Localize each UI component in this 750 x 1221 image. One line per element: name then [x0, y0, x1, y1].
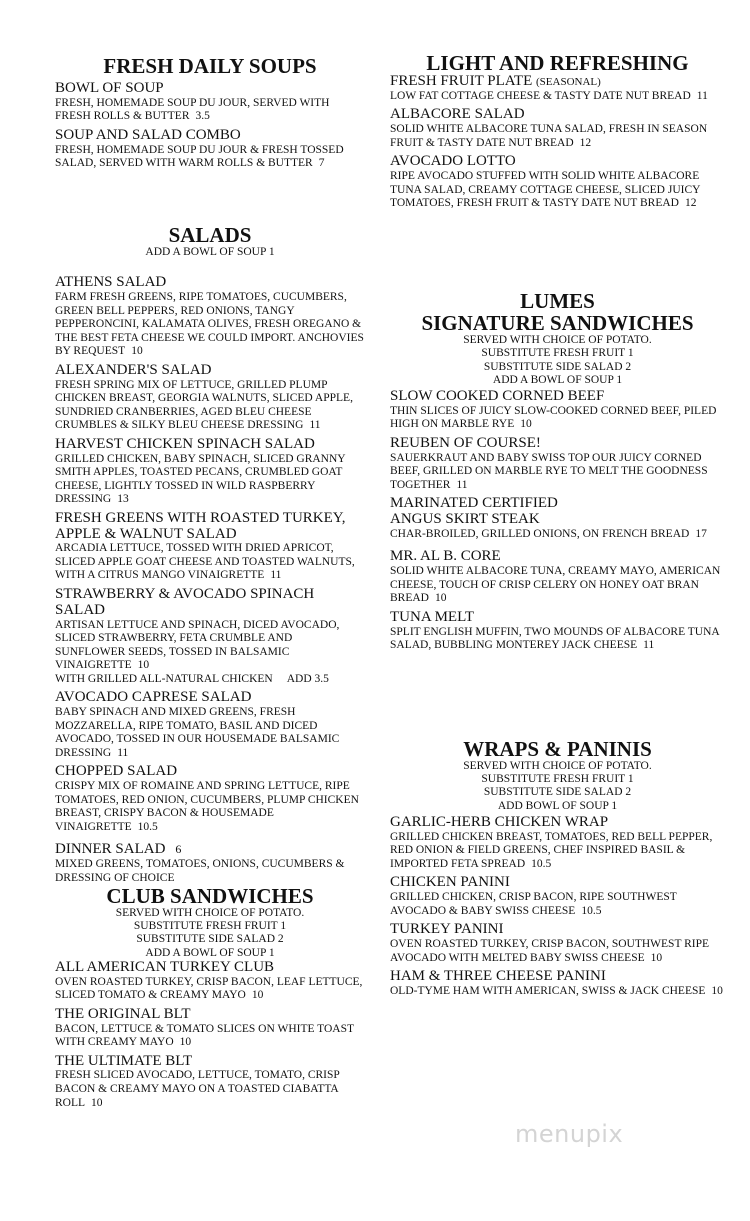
item-desc: FRESH, HOMEMADE SOUP DU JOUR & FRESH TOSSED SALAD, SERVED WITH WARM ROLLS & BUTTER 7 [55, 143, 344, 170]
item-extra-price: ADD 3.5 [286, 672, 329, 685]
item-desc: FRESH SLICED AVOCADO, LETTUCE, TOMATO, CRISP BACON & CREAMY MAYO ON A TOASTED CIABATTA ROLL 10 [55, 1069, 340, 1109]
item-price: 3.5 [195, 110, 210, 123]
club-subtitle-1: SUBSTITUTE FRESH FRUIT 1 [133, 920, 287, 933]
item-name: ATHENS SALAD [55, 274, 167, 291]
menu-item [390, 815, 725, 871]
item-price: 10 [434, 592, 447, 605]
item-name: HAM & THREE CHEESE PANINI [390, 968, 606, 985]
club-subtitle-0: SERVED WITH CHOICE OF POTATO. [115, 907, 305, 920]
item-desc: CHAR-BROILED, GRILLED ONIONS, ON FRENCH BREAD 17 [390, 527, 707, 540]
item-name: GARLIC-HERB CHICKEN WRAP [390, 813, 609, 830]
menu-item [55, 1054, 365, 1110]
item-name: TURKEY PANINI [390, 921, 504, 938]
item-price: 10 [650, 951, 663, 964]
signature-subtitle-2: SUBSTITUTE SIDE SALAD 2 [483, 360, 632, 373]
item-name: THE ORIGINAL BLT [55, 1005, 191, 1022]
item-name: CHICKEN PANINI [390, 874, 510, 891]
signature-subtitle-0: SERVED WITH CHOICE OF POTATO. [463, 334, 652, 347]
item-desc: FRESH SPRING MIX OF LETTUCE, GRILLED PLUMP CHICKEN BREAST, GEORGIA WALNUTS, SLICED APPLE, SUNDRIED CRANBERRIES, AGED BLEU CHEESE CRUMBLES & SILKY BLEU CHEESE DRESSING 11 [55, 378, 353, 432]
item-name: BOWL OF SOUP [55, 80, 164, 97]
menu-item [55, 690, 365, 760]
item-desc: GRILLED CHICKEN BREAST, TOMATOES, RED BELL PEPPER, RED ONION & FIELD GREENS, CHEF INSPIRED BASIL & IMPORTED FETA SPREAD 10.5 [390, 830, 713, 870]
item-desc: GRILLED CHICKEN, BABY SPINACH, SLICED GRANNY SMITH APPLES, TOASTED PECANS, CRUMBLED GOAT CHEESE, LIGHTLY TOSSED IN WILD RASPBERRY DRESSING 13 [55, 452, 346, 506]
item-price: 11 [117, 746, 129, 759]
menu-item [390, 436, 725, 492]
club-subtitle-3: ADD A BOWL OF SOUP 1 [145, 946, 275, 959]
soups-title: FRESH DAILY SOUPS [103, 54, 317, 78]
item-desc: CRISPY MIX OF ROMAINE AND SPRING LETTUCE, RIPE TOMATOES, RED ONION, CUCUMBERS, PLUMP CHICKEN BREAST, CRISPY BACON & HOUSEMADE VINAIGRETTE 10.5 [55, 780, 359, 833]
menu-item [55, 1007, 365, 1050]
menu-item [390, 74, 725, 103]
menu-item [55, 363, 365, 433]
item-name: FRESH FRUIT PLATE (SEASONAL) [390, 73, 601, 90]
item-name: REUBEN OF COURSE! [390, 434, 541, 451]
menu-item [390, 496, 725, 541]
item-price: 10.5 [531, 857, 552, 870]
item-price: 11 [270, 569, 282, 582]
item-name: MR. AL B. CORE [390, 548, 501, 565]
item-name: HARVEST CHICKEN SPINACH SALAD [55, 435, 315, 452]
item-desc: LOW FAT COTTAGE CHEESE & TASTY DATE NUT BREAD 11 [390, 89, 708, 102]
club-subtitle-2: SUBSTITUTE SIDE SALAD 2 [136, 933, 284, 946]
item-price: 10 [131, 345, 143, 358]
item-name: ALEXANDER'S SALAD [55, 361, 212, 378]
light-title: LIGHT AND REFRESHING [426, 51, 689, 75]
item-price: 17 [695, 527, 707, 540]
wraps-subtitle-1: SUBSTITUTE FRESH FRUIT 1 [481, 773, 634, 786]
item-desc: SAUERKRAUT AND BABY SWISS TOP OUR JUICY CORNED BEEF, GRILLED ON MARBLE RYE TO MELT THE GOODNESS TOGETHER 11 [390, 451, 708, 491]
item-desc: OLD-TYME HAM WITH AMERICAN, SWISS & JACK CHEESE 10 [390, 984, 723, 997]
item-desc: MIXED GREENS, TOMATOES, ONIONS, CUCUMBERS & DRESSING OF CHOICE [55, 858, 345, 884]
item-name: AVOCADO CAPRESE SALAD [55, 689, 252, 706]
item-name: THE ULTIMATE BLT [55, 1052, 193, 1069]
club-title: CLUB SANDWICHES [106, 884, 314, 908]
item-name: STRAWBERRY & AVOCADO SPINACH SALAD [55, 586, 315, 618]
item-name: TUNA MELT [390, 608, 475, 625]
item-price: 10.5 [137, 820, 158, 833]
menu-item [55, 275, 365, 359]
item-name: ALL AMERICAN TURKEY CLUB [55, 958, 275, 975]
soups-section [55, 55, 365, 175]
wraps-subtitle-3: ADD BOWL OF SOUP 1 [497, 799, 618, 812]
item-price: 10 [520, 418, 532, 431]
menu-item [55, 81, 365, 124]
menu-item [390, 969, 725, 998]
item-price: 10 [137, 659, 150, 672]
item-name: DINNER SALAD 6 [55, 841, 182, 858]
item-name: FRESH GREENS WITH ROASTED TURKEY, APPLE & WALNUT SALAD [55, 509, 346, 542]
item-name: MARINATED CERTIFIED ANGUS SKIRT STEAK [390, 495, 558, 528]
item-desc: SOLID WHITE ALBACORE TUNA SALAD, FRESH IN SEASON FRUIT & TASTY DATE NUT BREAD 12 [390, 123, 708, 149]
menupix-watermark: menupix [515, 1120, 624, 1148]
item-price: 7 [318, 157, 325, 170]
item-desc: FRESH, HOMEMADE SOUP DU JOUR, SERVED WITH FRESH ROLLS & BUTTER 3.5 [55, 96, 330, 123]
item-price: 10.5 [581, 904, 602, 917]
signature-title-1: LUMES [520, 289, 595, 313]
menu-item [55, 128, 365, 171]
item-name: SLOW COOKED CORNED BEEF [390, 387, 605, 404]
item-price: 10 [251, 989, 264, 1002]
item-desc: FARM FRESH GREENS, RIPE TOMATOES, CUCUMBERS, GREEN BELL PEPPERS, RED ONIONS, TANGY PEPPERONCINI, KALAMATA OLIVES, FRESH OREGANO & THE BEST FETA CHEESE WE COULD IMPORT. ANCHOVIES BY REQUEST 10 [55, 291, 364, 358]
item-price: 6 [175, 842, 182, 857]
menu-item [390, 154, 725, 210]
wraps-subtitle-0: SERVED WITH CHOICE OF POTATO. [463, 760, 652, 773]
signature-subtitle-3: ADD A BOWL OF SOUP 1 [492, 373, 623, 386]
item-desc: SOLID WHITE ALBACORE TUNA, CREAMY MAYO, AMERICAN CHEESE, TOUCH OF CRISP CELERY ON HONEY OAT BRAN BREAD 10 [390, 565, 721, 605]
item-extra: WITH GRILLED ALL-NATURAL CHICKEN ADD 3.5 [55, 672, 329, 685]
menu-item [55, 842, 365, 885]
item-price: 10 [711, 984, 723, 997]
signature-title-2: SIGNATURE SANDWICHES [421, 311, 694, 336]
item-price: 12 [684, 197, 697, 210]
menu-item [390, 610, 725, 653]
item-desc: ARCADIA LETTUCE, TOSSED WITH DRIED APRICOT, SLICED APPLE GOAT CHEESE AND TOASTED WALNUTS, WITH A CITRUS MANGO VINAIGRETTE 11 [55, 542, 355, 582]
signature-section [390, 290, 725, 657]
item-desc: RIPE AVOCADO STUFFED WITH SOLID WHITE ALBACORE TUNA SALAD, CREAMY COTTAGE CHEESE, SLICED JUICY TOMATOES, FRESH FRUIT & TASTY DATE NUT BREAD 12 [390, 169, 701, 210]
item-price: 11 [696, 89, 708, 102]
menu-item [55, 587, 365, 686]
wraps-title: WRAPS & PANINIS [463, 737, 652, 761]
menu-item [55, 960, 365, 1003]
item-price: 10 [91, 1096, 103, 1109]
item-price: 11 [309, 419, 321, 432]
item-price: 12 [579, 136, 592, 149]
item-desc: ARTISAN LETTUCE AND SPINACH, DICED AVOCADO, SLICED STRAWBERRY, FETA CRUMBLE AND SUNFLOWER SEEDS, TOSSED IN BALSAMIC VINAIGRETTE 10 [55, 618, 340, 672]
menu-item [390, 389, 725, 432]
item-desc: BACON, LETTUCE & TOMATO SLICES ON WHITE TOAST WITH CREAMY MAYO 10 [55, 1022, 354, 1049]
item-desc: SPLIT ENGLISH MUFFIN, TWO MOUNDS OF ALBACORE TUNA SALAD, BUBBLING MONTEREY JACK CHEESE 11 [390, 625, 720, 652]
salads-subtitle: ADD A BOWL OF SOUP 1 [145, 246, 275, 259]
item-desc: OVEN ROASTED TURKEY, CRISP BACON, LEAF LETTUCE, SLICED TOMATO & CREAMY MAYO 10 [55, 975, 363, 1002]
wraps-section [390, 738, 725, 1002]
wraps-subtitle-2: SUBSTITUTE SIDE SALAD 2 [483, 786, 632, 799]
item-name: SOUP AND SALAD COMBO [55, 126, 241, 143]
menu-item [55, 511, 365, 583]
menu-item [55, 437, 365, 507]
item-price: 10 [179, 1036, 192, 1049]
salads-title: SALADS [168, 223, 252, 247]
menu-item [390, 875, 725, 918]
menu-item [390, 549, 725, 605]
salads-section [55, 224, 365, 889]
signature-subtitle-1: SUBSTITUTE FRESH FRUIT 1 [481, 347, 634, 360]
item-price: 11 [643, 639, 655, 652]
item-name: CHOPPED SALAD [55, 763, 178, 780]
light-section [390, 52, 725, 215]
item-name: AVOCADO LOTTO [390, 153, 516, 170]
item-name: ALBACORE SALAD [390, 106, 525, 123]
club-section [55, 885, 365, 1114]
item-price: 11 [456, 478, 468, 491]
menu-item [390, 107, 725, 150]
item-desc: BABY SPINACH AND MIXED GREENS, FRESH MOZZARELLA, RIPE TOMATO, BASIL AND DICED AVOCADO, TOSSED IN OUR HOUSEMADE BALSAMIC DRESSING 11 [55, 706, 340, 759]
item-price: 13 [117, 493, 129, 506]
menu-item [55, 764, 365, 834]
menu-item [390, 922, 725, 965]
item-desc: THIN SLICES OF JUICY SLOW-COOKED CORNED BEEF, PILED HIGH ON MARBLE RYE 10 [390, 404, 717, 431]
item-desc: OVEN ROASTED TURKEY, CRISP BACON, SOUTHWEST RIPE AVOCADO WITH MELTED BABY SWISS CHEESE 10 [390, 937, 710, 964]
item-note: (SEASONAL) [536, 76, 601, 89]
item-desc: GRILLED CHICKEN, CRISP BACON, RIPE SOUTHWEST AVOCADO & BABY SWISS CHEESE 10.5 [390, 891, 677, 917]
